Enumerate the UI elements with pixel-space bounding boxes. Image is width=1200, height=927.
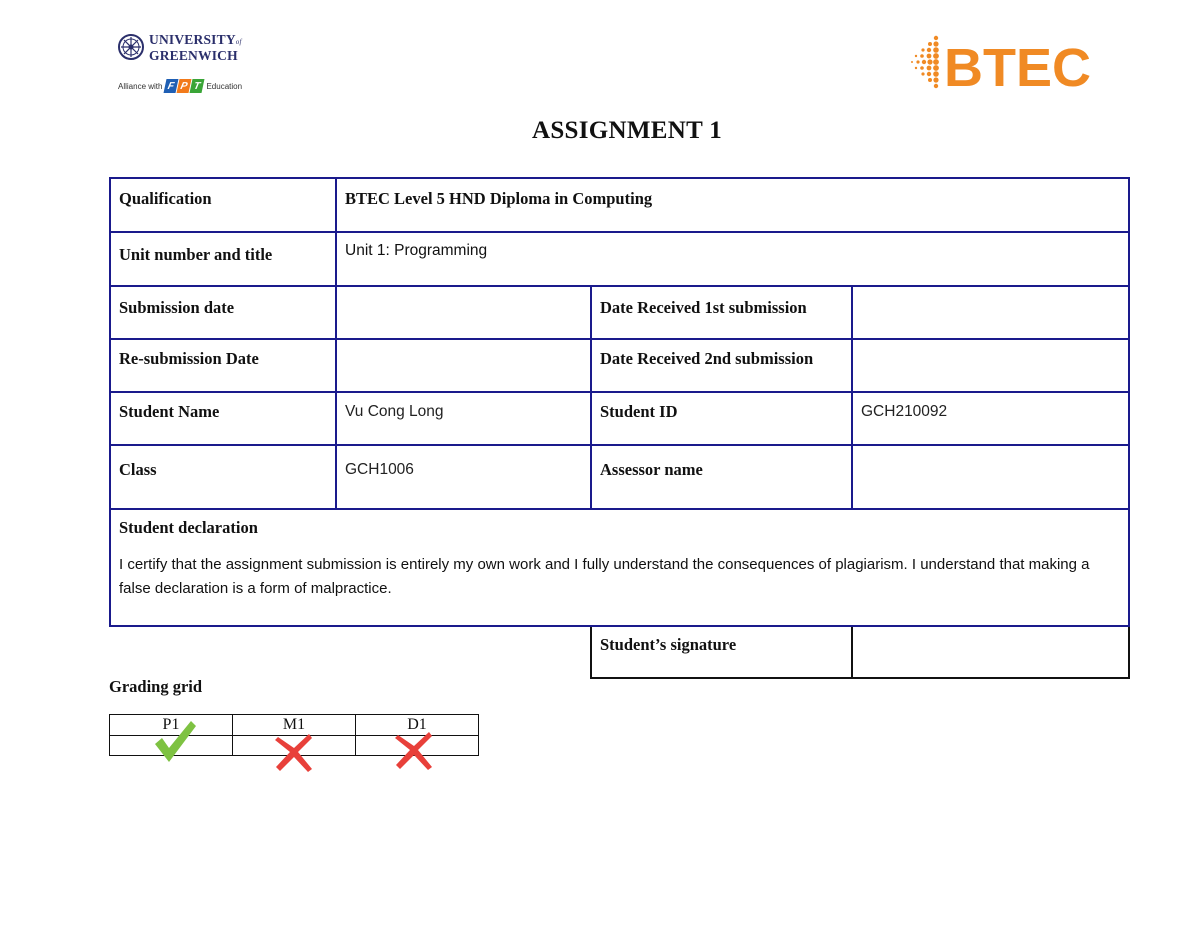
unit-label: Unit number and title	[110, 232, 336, 286]
declaration-cell	[110, 509, 1129, 626]
btec-dot-pattern-icon	[911, 36, 939, 88]
date-received-1-label: Date Received 1st submission	[591, 286, 852, 339]
signature-value[interactable]	[852, 626, 1129, 678]
unit-value: Unit 1: Programming	[336, 232, 1129, 286]
resubmission-row	[110, 339, 1129, 392]
declaration-title: Student declaration	[119, 518, 258, 537]
declaration-text: I certify that the assignment submission is entirely my own work and I fully understand the consequences of plagiarism. I understand that making a false declaration is a form of malpractice.	[119, 556, 1090, 597]
class-value: GCH1006	[336, 445, 591, 509]
assessor-value[interactable]	[852, 445, 1129, 509]
university-of: of	[235, 38, 242, 46]
resubmission-label: Re-submission Date	[110, 339, 336, 392]
alliance-line	[118, 79, 242, 93]
grade-header-m1: M1	[233, 715, 356, 736]
resubmission-value[interactable]	[336, 339, 591, 392]
signature-label: Student’s signature	[591, 626, 852, 678]
student-row	[110, 392, 1129, 445]
greenwich-seal-icon	[118, 34, 144, 60]
btec-wordmark: BTEC	[944, 38, 1091, 94]
declaration-row	[110, 509, 1129, 626]
university-name	[149, 33, 242, 62]
submission-date-row	[110, 286, 1129, 339]
fpt-letter-f: F	[164, 79, 179, 93]
student-id-value: GCH210092	[852, 392, 1129, 445]
signature-row	[110, 626, 1129, 678]
grade-header-d1: D1	[356, 715, 479, 736]
grading-grid-label: Grading grid	[109, 677, 203, 696]
student-name-value: Vu Cong Long	[336, 392, 591, 445]
student-id-label: Student ID	[591, 392, 852, 445]
class-row	[110, 445, 1129, 509]
assessor-label: Assessor name	[591, 445, 852, 509]
assignment-info-table	[109, 177, 1130, 679]
fpt-letter-p: P	[177, 79, 192, 93]
submission-date-label: Submission date	[110, 286, 336, 339]
university-line-1: UNIVERSITY	[149, 32, 236, 47]
university-line-2: GREENWICH	[149, 48, 238, 63]
alliance-prefix: Alliance with	[118, 81, 163, 91]
class-label: Class	[110, 445, 336, 509]
unit-row	[110, 232, 1129, 286]
qualification-label: Qualification	[110, 178, 336, 232]
check-icon	[152, 718, 198, 764]
submission-date-value[interactable]	[336, 286, 591, 339]
signature-spacer	[110, 626, 591, 678]
grade-header-p1: P1	[110, 715, 233, 736]
date-received-1-value[interactable]	[852, 286, 1129, 339]
fpt-logo	[165, 79, 203, 93]
date-received-2-label: Date Received 2nd submission	[591, 339, 852, 392]
date-received-2-value[interactable]	[852, 339, 1129, 392]
qualification-value: BTEC Level 5 HND Diploma in Computing	[336, 178, 1129, 232]
student-name-label: Student Name	[110, 392, 336, 445]
cross-icon-m1	[274, 731, 314, 773]
qualification-row	[110, 178, 1129, 232]
document-title: ASSIGNMENT 1	[532, 117, 722, 144]
university-of-greenwich-logo	[118, 32, 248, 94]
cross-icon-d1	[394, 729, 434, 771]
btec-logo	[908, 34, 1098, 94]
alliance-suffix: Education	[206, 81, 243, 91]
fpt-letter-t: T	[190, 79, 205, 93]
